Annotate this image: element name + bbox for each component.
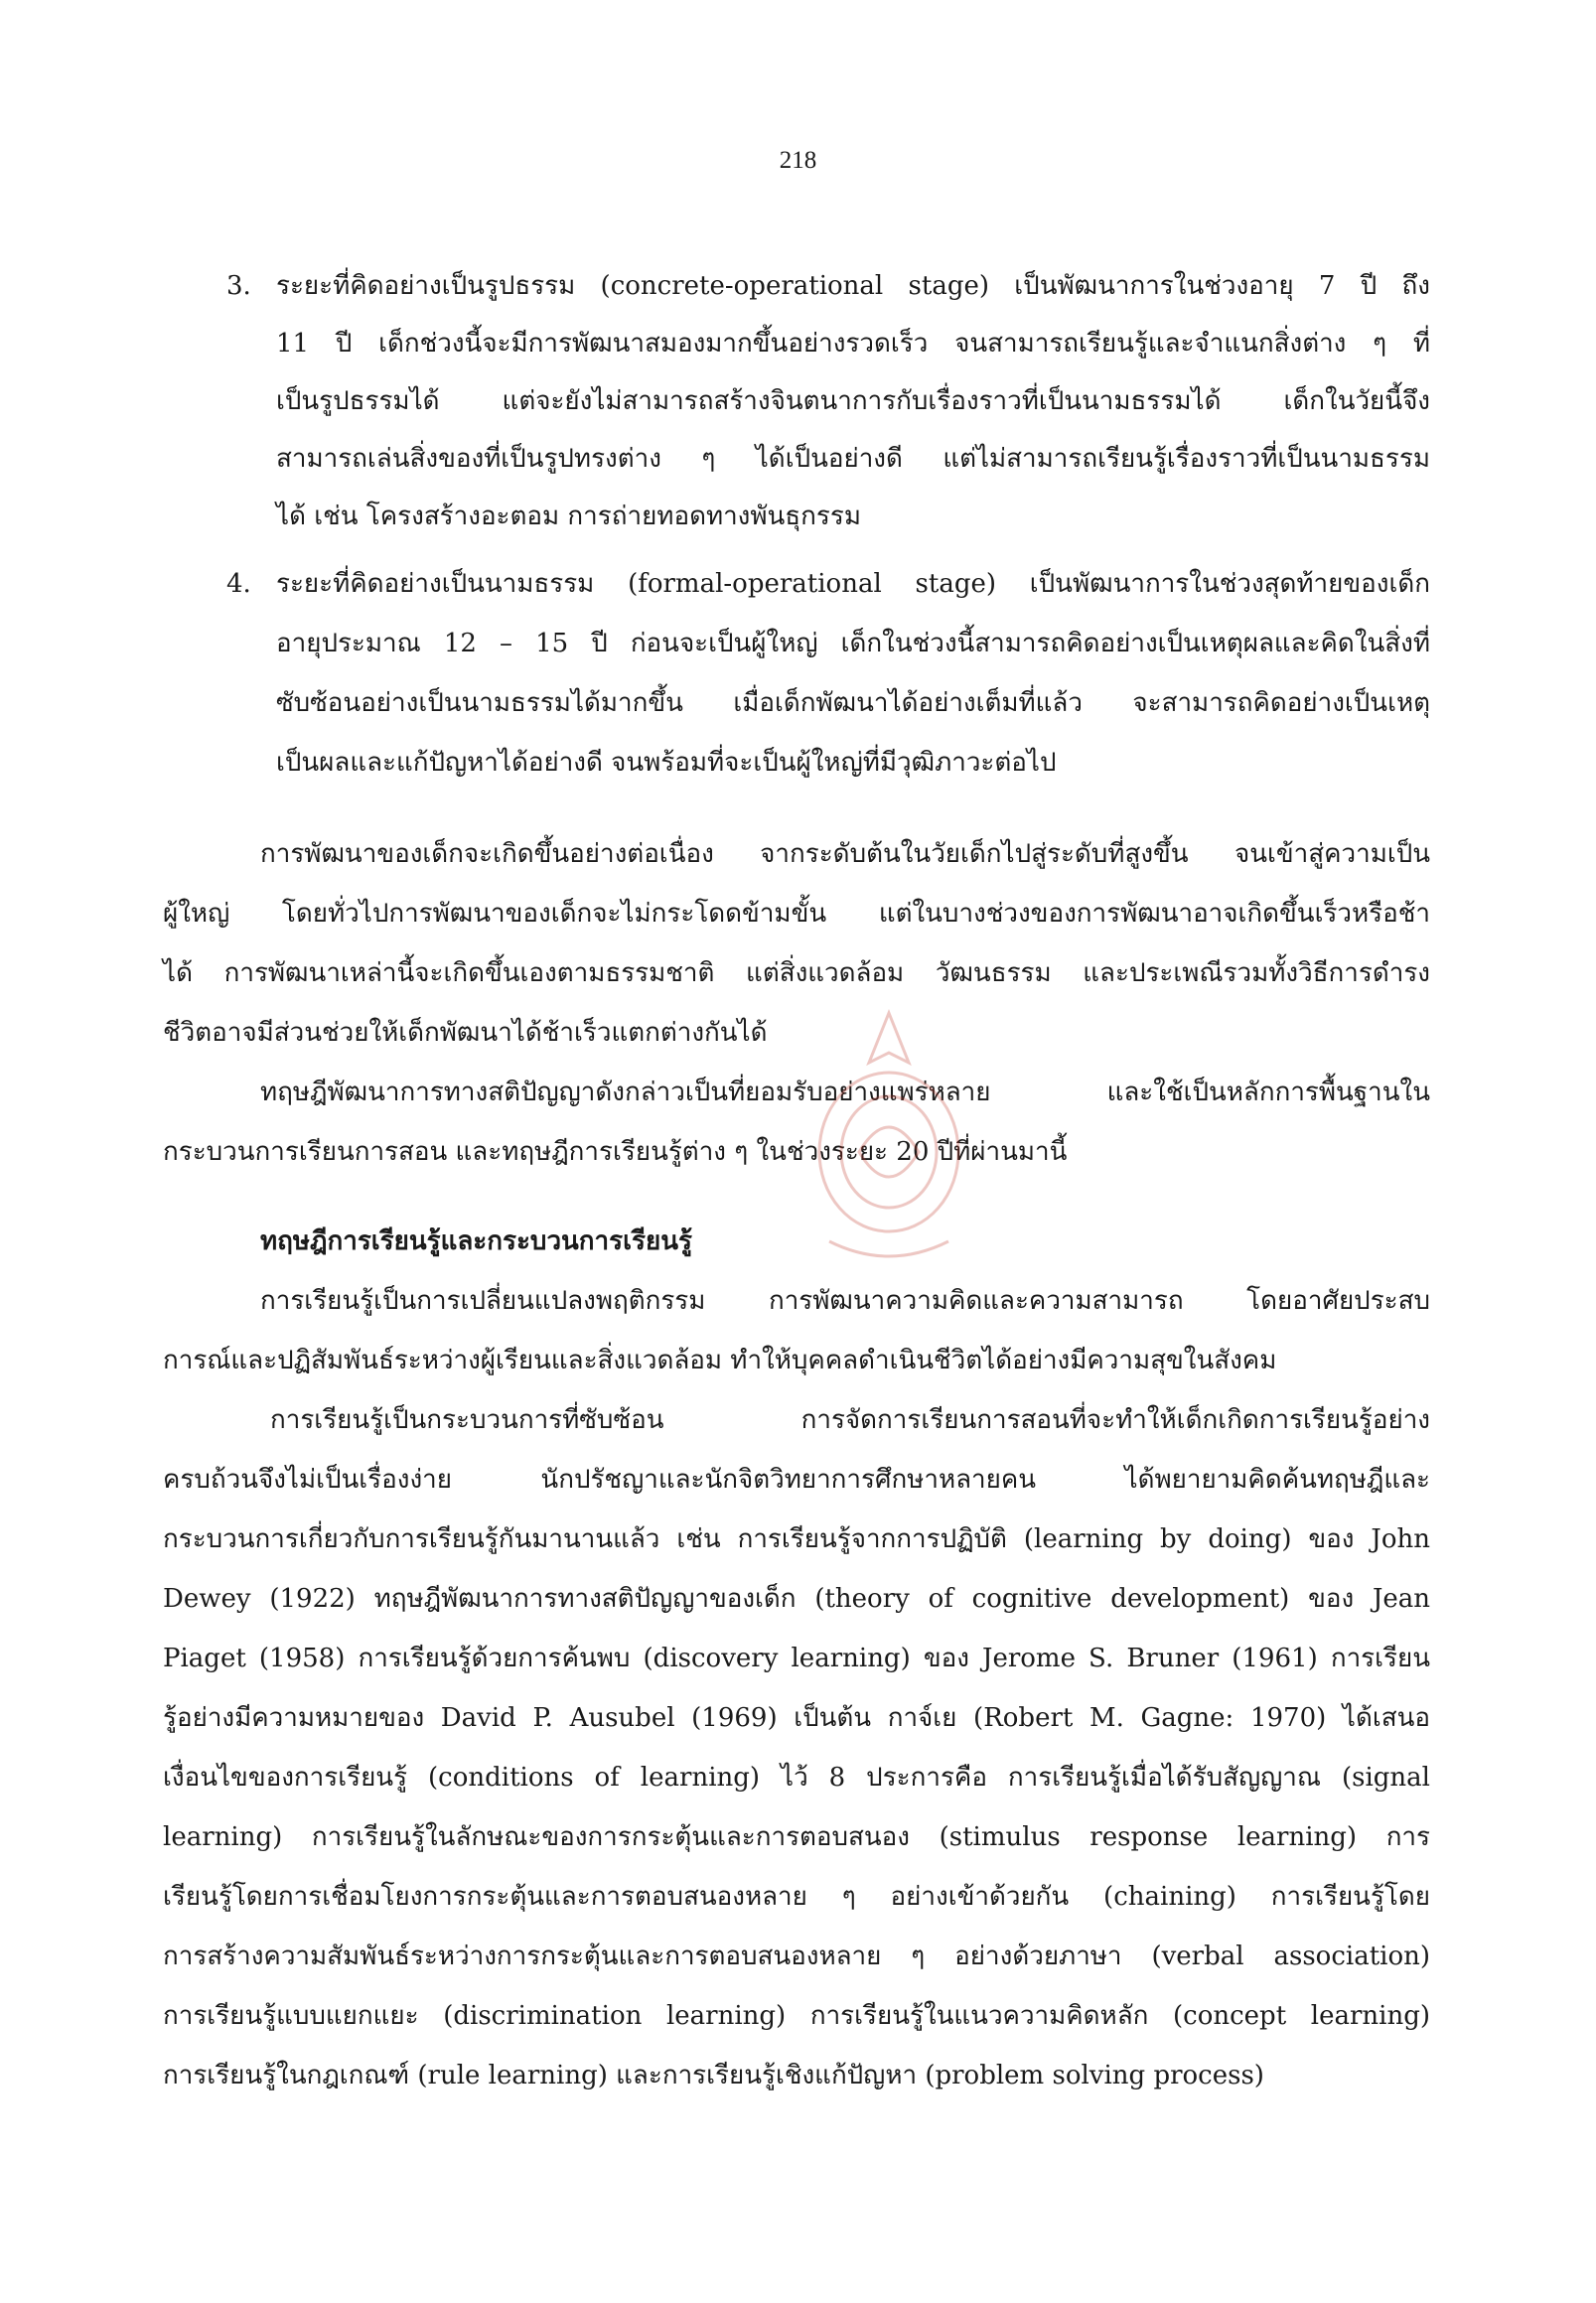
list-item-line: ระยะที่คิดอย่างเป็นรูปธรรม (concrete-operational stage) เป็นพัฒนาการในช่วงอายุ 7 ปี ถึง [276, 271, 1430, 301]
list-item-line: อายุประมาณ 12 – 15 ปี ก่อนจะเป็นผู้ใหญ่ เด็กในช่วงนี้สามารถคิดอย่างเป็นเหตุผลและคิดในสิ่งที่ [276, 629, 1430, 658]
section-heading: ทฤษฎีการเรียนรู้และกระบวนการเรียนรู้ [260, 1226, 692, 1256]
list-item-line: เป็นผลและแก้ปัญหาได้อย่างดี จนพร้อมที่จะเป็นผู้ใหญ่ที่มีวุฒิภาวะต่อไป [276, 748, 1057, 778]
paragraph-line: ทฤษฎีพัฒนาการทางสติปัญญาดังกล่าวเป็นที่ยอมรับอย่างแพร่หลาย และใช้เป็นหลักการพื้นฐานใน [260, 1078, 1430, 1107]
paragraph-line: learning) การเรียนรู้ในลักษณะของการกระตุ้นและการตอบสนอง (stimulus response learning) การ [163, 1822, 1430, 1852]
paragraph-line: กระบวนการเรียนการสอน และทฤษฎีการเรียนรู้ต่าง ๆ ในช่วงระยะ 20 ปีที่ผ่านมานี้ [163, 1137, 1068, 1167]
paragraph-line: ผู้ใหญ่ โดยทั่วไปการพัฒนาของเด็กจะไม่กระโดดข้ามขั้น แต่ในบางช่วงของการพัฒนาอาจเกิดขึ้นเร็วหรือช้า [163, 899, 1430, 929]
paragraph-line: การเรียนรู้แบบแยกแยะ (discrimination learning) การเรียนรู้ในแนวความคิดหลัก (concept learning) [163, 2001, 1430, 2031]
list-marker: 4. [226, 569, 251, 599]
paragraph-line: การเรียนรู้เป็นการเปลี่ยนแปลงพฤติกรรม การพัฒนาความคิดและความสามารถ โดยอาศัยประสบ [260, 1286, 1430, 1316]
list-item-line: 11 ปี เด็กช่วงนี้จะมีการพัฒนาสมองมากขึ้นอย่างรวดเร็ว จนสามารถเรียนรู้และจำแนกสิ่งต่าง ๆ ที่ [276, 329, 1430, 359]
paragraph-line: ชีวิตอาจมีส่วนช่วยให้เด็กพัฒนาได้ช้าเร็วแตกต่างกันได้ [163, 1018, 768, 1048]
list-item-line: ได้ เช่น โครงสร้างอะตอม การถ่ายทอดทางพันธุกรรม [276, 502, 861, 531]
paragraph-line: เรียนรู้โดยการเชื่อมโยงการกระตุ้นและการตอบสนองหลาย ๆ อย่างเข้าด้วยกัน (chaining) การเรียนรู้โดย [163, 1882, 1430, 1912]
paragraph-line: Piaget (1958) การเรียนรู้ด้วยการค้นพบ (discovery learning) ของ Jerome S. Bruner (1961) การเรียน [163, 1644, 1430, 1673]
list-item-line: เป็นรูปธรรมได้ แต่จะยังไม่สามารถสร้างจินตนาการกับเรื่องราวที่เป็นนามธรรมได้ เด็กในวัยนี้จึง [276, 386, 1430, 416]
paragraph-line: ครบถ้วนจึงไม่เป็นเรื่องง่าย นักปรัชญาและนักจิตวิทยาการศึกษาหลายคน ได้พยายามคิดค้นทฤษฎีและ [163, 1465, 1430, 1495]
paragraph-line: Dewey (1922) ทฤษฎีพัฒนาการทางสติปัญญาของเด็ก (theory of cognitive development) ของ Jean [163, 1584, 1430, 1614]
paragraph-line: การเรียนรู้ในกฎเกณฑ์ (rule learning) และการเรียนรู้เชิงแก้ปัญหา (problem solving process) [163, 2061, 1264, 2090]
list-item-line: ซับซ้อนอย่างเป็นนามธรรมได้มากขึ้น เมื่อเด็กพัฒนาได้อย่างเต็มที่แล้ว จะสามารถคิดอย่างเป็นเหตุ [276, 688, 1430, 718]
list-item-line: ระยะที่คิดอย่างเป็นนามธรรม (formal-operational stage) เป็นพัฒนาการในช่วงสุดท้ายของเด็ก [276, 569, 1430, 599]
emblem-crown-shape [869, 1013, 909, 1063]
paragraph-line: การพัฒนาของเด็กจะเกิดขึ้นอย่างต่อเนื่อง จากระดับต้นในวัยเด็กไปสู่ระดับที่สูงขึ้น จนเข้าสู่ความเป็น [260, 839, 1430, 869]
paragraph-line: รู้อย่างมีความหมายของ David P. Ausubel (1969) เป็นต้น กาจ์เย (Robert M. Gagne: 1970) ได้เสนอ [163, 1703, 1430, 1733]
paragraph-line: กระบวนการเกี่ยวกับการเรียนรู้กันมานานแล้ว เช่น การเรียนรู้จากการปฏิบัติ (learning by doing) ของ John [163, 1524, 1430, 1554]
paragraph-line: การสร้างความสัมพันธ์ระหว่างการกระตุ้นและการตอบสนองหลาย ๆ อย่างด้วยภาษา (verbal association) [163, 1942, 1430, 1971]
list-item-line: สามารถเล่นสิ่งของที่เป็นรูปทรงต่าง ๆ ได้เป็นอย่างดี แต่ไม่สามารถเรียนรู้เรื่องราวที่เป็นนามธรรม [276, 444, 1430, 474]
paragraph-line: ได้ การพัฒนาเหล่านี้จะเกิดขึ้นเองตามธรรมชาติ แต่สิ่งแวดล้อม วัฒนธรรม และประเพณีรวมทั้งวิธีการดำรง [163, 958, 1430, 988]
paragraph-line: เงื่อนไขของการเรียนรู้ (conditions of learning) ไว้ 8 ประการคือ การเรียนรู้เมื่อได้รับสัญญาณ (signal [163, 1763, 1430, 1793]
paragraph-line: การเรียนรู้เป็นกระบวนการที่ซับซ้อน การจัดการเรียนการสอนที่จะทำให้เด็กเกิดการเรียนรู้อย่าง [270, 1405, 1430, 1435]
paragraph-line: การณ์และปฏิสัมพันธ์ระหว่างผู้เรียนและสิ่งแวดล้อม ทำให้บุคคลดำเนินชีวิตได้อย่างมีความสุขในสังคม [163, 1346, 1277, 1375]
emblem-ribbon [829, 1241, 948, 1256]
page-number: 218 [779, 147, 817, 174]
list-marker: 3. [226, 271, 251, 301]
